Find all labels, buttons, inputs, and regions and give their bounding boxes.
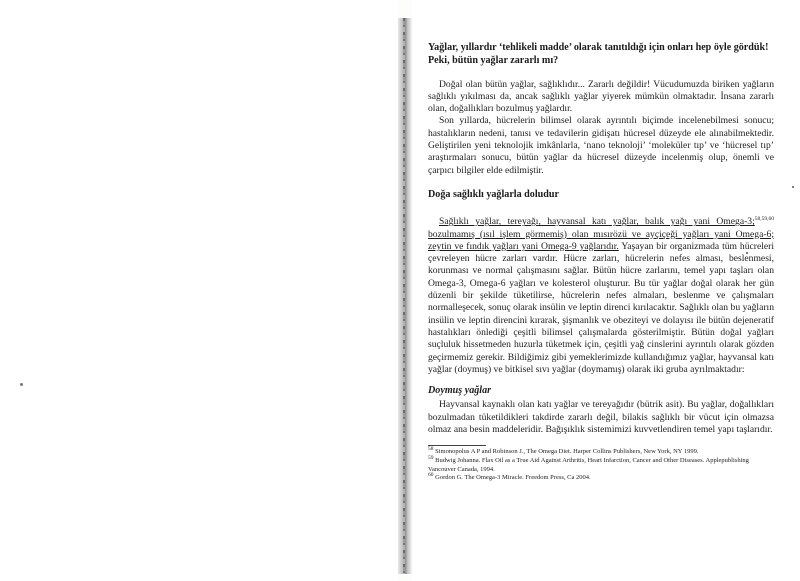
section-paragraph-text: Yaşayan bir organizmada tüm hücreleri çevreleyen hücre zarları vardır. Hücre zarları, hücrelerin nefes alması, beslenmesi, korunması ve normal çalışmasını sağlar. Bütün hücre zarlarını, temel yapı taşları olan Omega-3, Omega-6 yağları ve kolesterol oluşturur. Bu tür yağlar doğal olarak her gün düzenli bir şekilde tüketilirse, hücrelerin nefes almaları, beslenme ve çalışmaları normalleşecek, sonuç olarak insülin ve leptin direnci kırılacaktır. Sağlıklı olan bu yağların insülin ve leptin direncini kırarak, şişmanlık ve obeziteyi ve dolayısı ile bütün dejeneratif hastalıkları önlediği çeşitli bilimsel çalışmalarda gösterilmiştir. Bütün doğal yağları suçluluk hissetmeden huzurla tüketmek için, çeşitli yağ cinslerini ayrıntılı olarak gözden geçirmemiz gerekir. Bildiğimiz gibi yemeklerimizde kullandığımız yağlar, hayvansal katı yağlar (doymuş) ve bitkisel sıvı yağlar (doymamış) olarak iki gruba ayrılmaktadır:	[428, 240, 774, 375]
section-paragraph	[428, 216, 774, 376]
footnote-number: 59	[428, 454, 434, 461]
footnote-text: Gordon G. The Omega-3 Miracle. Freedom Press, Ca 2004.	[435, 474, 591, 482]
footnote	[428, 448, 774, 457]
footnote-text: Budwig Johanna. Flax Oil as a True Aid Against Arthritis, Heart Infarction, Cancer and Other Diseases. Applepublishing Vancouver Canada, 1994.	[428, 456, 749, 473]
sub-paragraph: Hayvansal kaynaklı olan katı yağlar ve tereyağıdır (bütrik asit). Bu yağlar, doğallıkları bozulmadan tüketildikleri takdirde zararlı değil, bilakis sağlıklı bir vücut için olmazsa olmaz ana besin maddeleridir. Bağışıklık sistemimizi kuvvetlendiren temel yapı taşlarıdır.	[428, 399, 774, 436]
footnote-number: 58	[428, 446, 434, 453]
underlined-text-2: bozulmamış (ısıl işlem görmemiş) olan mısırözü ve ayçiçeği yağları yani Omega-6; zeytin ve fındık yağları yani Omega-9 yağlarıdır.	[428, 228, 774, 252]
right-page	[412, 0, 800, 581]
page-text	[428, 42, 774, 483]
book-gutter	[398, 18, 412, 574]
scan-speck	[792, 186, 794, 188]
subheading: Doymuş yağlar	[428, 385, 492, 397]
footnote	[428, 454, 774, 474]
footnote-refs: 58,59,60	[754, 216, 774, 223]
footnote	[428, 471, 774, 483]
footnote-rule	[428, 445, 486, 446]
left-page-blank	[0, 0, 398, 581]
intro-paragraph-2: Son yıllarda, hücrelerin bilimsel olarak ayrıntılı biçimde incelenebilmesi sonucu; hastalıkların nedeni, tanısı ve tedavilerin gidişatı hücresel düzeyde ele alınabilmektedir. Geliştirilen yeni teknolojik imkânlarla, ‘nano teknoloji’ ‘moleküler tıp’ ve ‘hücresel tıp’ araştırmaları sonucu, bütün yağlar da hücresel düzeyde incelenmiş olup, önemli ve çarpıcı bilgiler elde edilmiştir.	[428, 115, 774, 176]
scan-speck	[20, 383, 23, 386]
footnote-number: 60	[428, 471, 434, 478]
section-heading: Doğa sağlıklı yağlarla doludur	[428, 188, 559, 200]
intro-paragraph-1: Doğal olan bütün yağlar, sağlıklıdır... Zararlı değildir! Vücudumuzda biriken yağların sağlıklı yıkılması da, ancak sağlıklı yağlar yiyerek mümkün olmaktadır. İnsana zararlı olan, doğallıkları bozulmuş yağlardır.	[428, 78, 774, 115]
underlined-text-1: Sağlıklı yağlar, tereyağı, hayvansal katı yağlar, balık yağı yani Omega-3;	[439, 216, 755, 228]
footnote-text: Simonopolus A P and Robinson J., The Omega Diet. Harper Collins Publishers, New York, NY 1999.	[435, 448, 699, 456]
question-heading: Yağlar, yıllardır ‘tehlikeli madde’ olarak tanıtıldığı için onları hep öyle gördük! Peki, bütün yağlar zararlı mı?	[428, 42, 769, 66]
